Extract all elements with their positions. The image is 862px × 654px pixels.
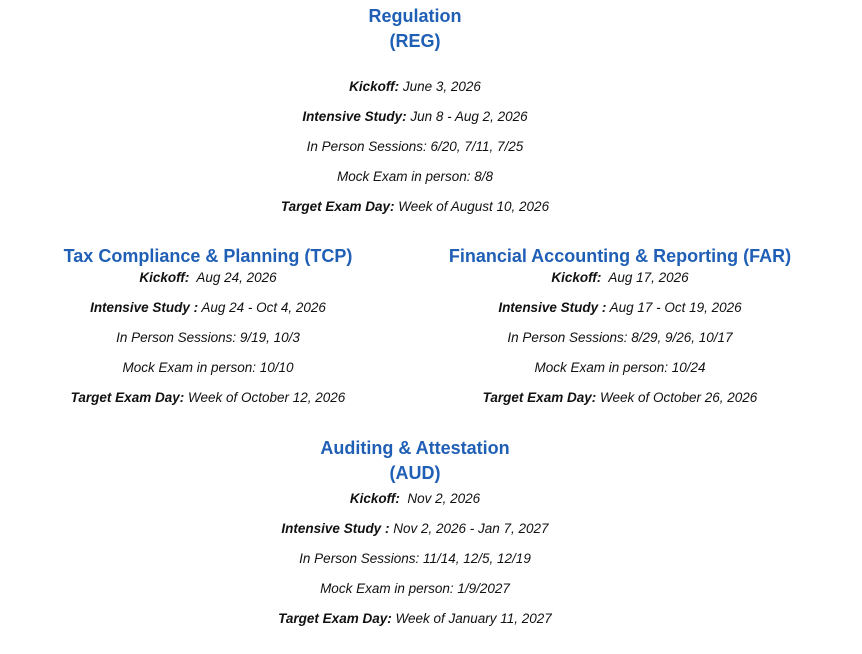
- aud-target: [215, 604, 615, 634]
- reg-title-line2: (REG): [389, 31, 441, 51]
- aud-mock: Mock Exam in person: 1/9/2027: [320, 581, 510, 596]
- tcp-intensive-value: Aug 24 - Oct 4, 2026: [198, 300, 326, 315]
- far-intensive-value: Aug 17 - Oct 19, 2026: [606, 300, 742, 315]
- far-schedule: [420, 263, 820, 413]
- tcp-section: [28, 244, 388, 413]
- aud-kickoff: [215, 484, 615, 514]
- tcp-kickoff-value: Aug 24, 2026: [189, 270, 277, 285]
- aud-intensive-value: Nov 2, 2026 - Jan 7, 2027: [389, 521, 549, 536]
- reg-kickoff: [215, 72, 615, 102]
- aud-schedule: [215, 484, 615, 634]
- aud-intensive-label: Intensive Study :: [281, 521, 390, 536]
- far-intensive: [420, 293, 820, 323]
- reg-target: [215, 192, 615, 222]
- reg-kickoff-value: June 3, 2026: [399, 79, 481, 94]
- far-section: [420, 244, 820, 413]
- far-target: [420, 383, 820, 413]
- reg-section: [215, 4, 615, 222]
- far-target-value: Week of October 26, 2026: [596, 390, 758, 405]
- tcp-target-value: Week of October 12, 2026: [184, 390, 346, 405]
- tcp-sessions: In Person Sessions: 9/19, 10/3: [116, 330, 300, 345]
- aud-kickoff-label: Kickoff:: [349, 491, 400, 506]
- far-mock: Mock Exam in person: 10/24: [534, 360, 706, 375]
- tcp-kickoff-label: Kickoff:: [139, 270, 190, 285]
- tcp-intensive: [28, 293, 388, 323]
- tcp-schedule: [28, 263, 388, 413]
- far-sessions: In Person Sessions: 8/29, 9/26, 10/17: [507, 330, 733, 345]
- tcp-heading: Tax Compliance & Planning (TCP): [63, 246, 353, 266]
- reg-mock: Mock Exam in person: 8/8: [336, 169, 494, 184]
- reg-target-label: Target Exam Day:: [280, 199, 395, 214]
- tcp-intensive-label: Intensive Study :: [90, 300, 199, 315]
- reg-intensive: [215, 102, 615, 132]
- far-heading: Financial Accounting & Reporting (FAR): [448, 246, 792, 266]
- aud-sessions: In Person Sessions: 11/14, 12/5, 12/19: [299, 551, 531, 566]
- far-target-label: Target Exam Day:: [482, 390, 597, 405]
- aud-target-value: Week of January 11, 2027: [391, 611, 552, 626]
- aud-kickoff-value: Nov 2, 2026: [399, 491, 481, 506]
- far-kickoff-value: Aug 17, 2026: [601, 270, 689, 285]
- aud-target-label: Target Exam Day:: [278, 611, 392, 626]
- aud-intensive: [215, 514, 615, 544]
- reg-schedule: [215, 72, 615, 222]
- aud-section: [215, 436, 615, 634]
- far-kickoff-label: Kickoff:: [551, 270, 602, 285]
- far-intensive-label: Intensive Study :: [498, 300, 607, 315]
- aud-title-line2: (AUD): [389, 463, 441, 483]
- aud-title-line1: Auditing & Attestation: [320, 438, 510, 458]
- reg-heading: [215, 4, 615, 54]
- tcp-target: [28, 383, 388, 413]
- reg-intensive-label: Intensive Study:: [302, 109, 407, 124]
- reg-intensive-value: Jun 8 - Aug 2, 2026: [406, 109, 528, 124]
- reg-kickoff-label: Kickoff:: [349, 79, 400, 94]
- reg-title-line1: Regulation: [368, 6, 462, 26]
- tcp-target-label: Target Exam Day:: [70, 390, 185, 405]
- reg-sessions: In Person Sessions: 6/20, 7/11, 7/25: [306, 139, 524, 154]
- reg-target-value: Week of August 10, 2026: [394, 199, 550, 214]
- aud-heading: [215, 436, 615, 486]
- tcp-mock: Mock Exam in person: 10/10: [122, 360, 294, 375]
